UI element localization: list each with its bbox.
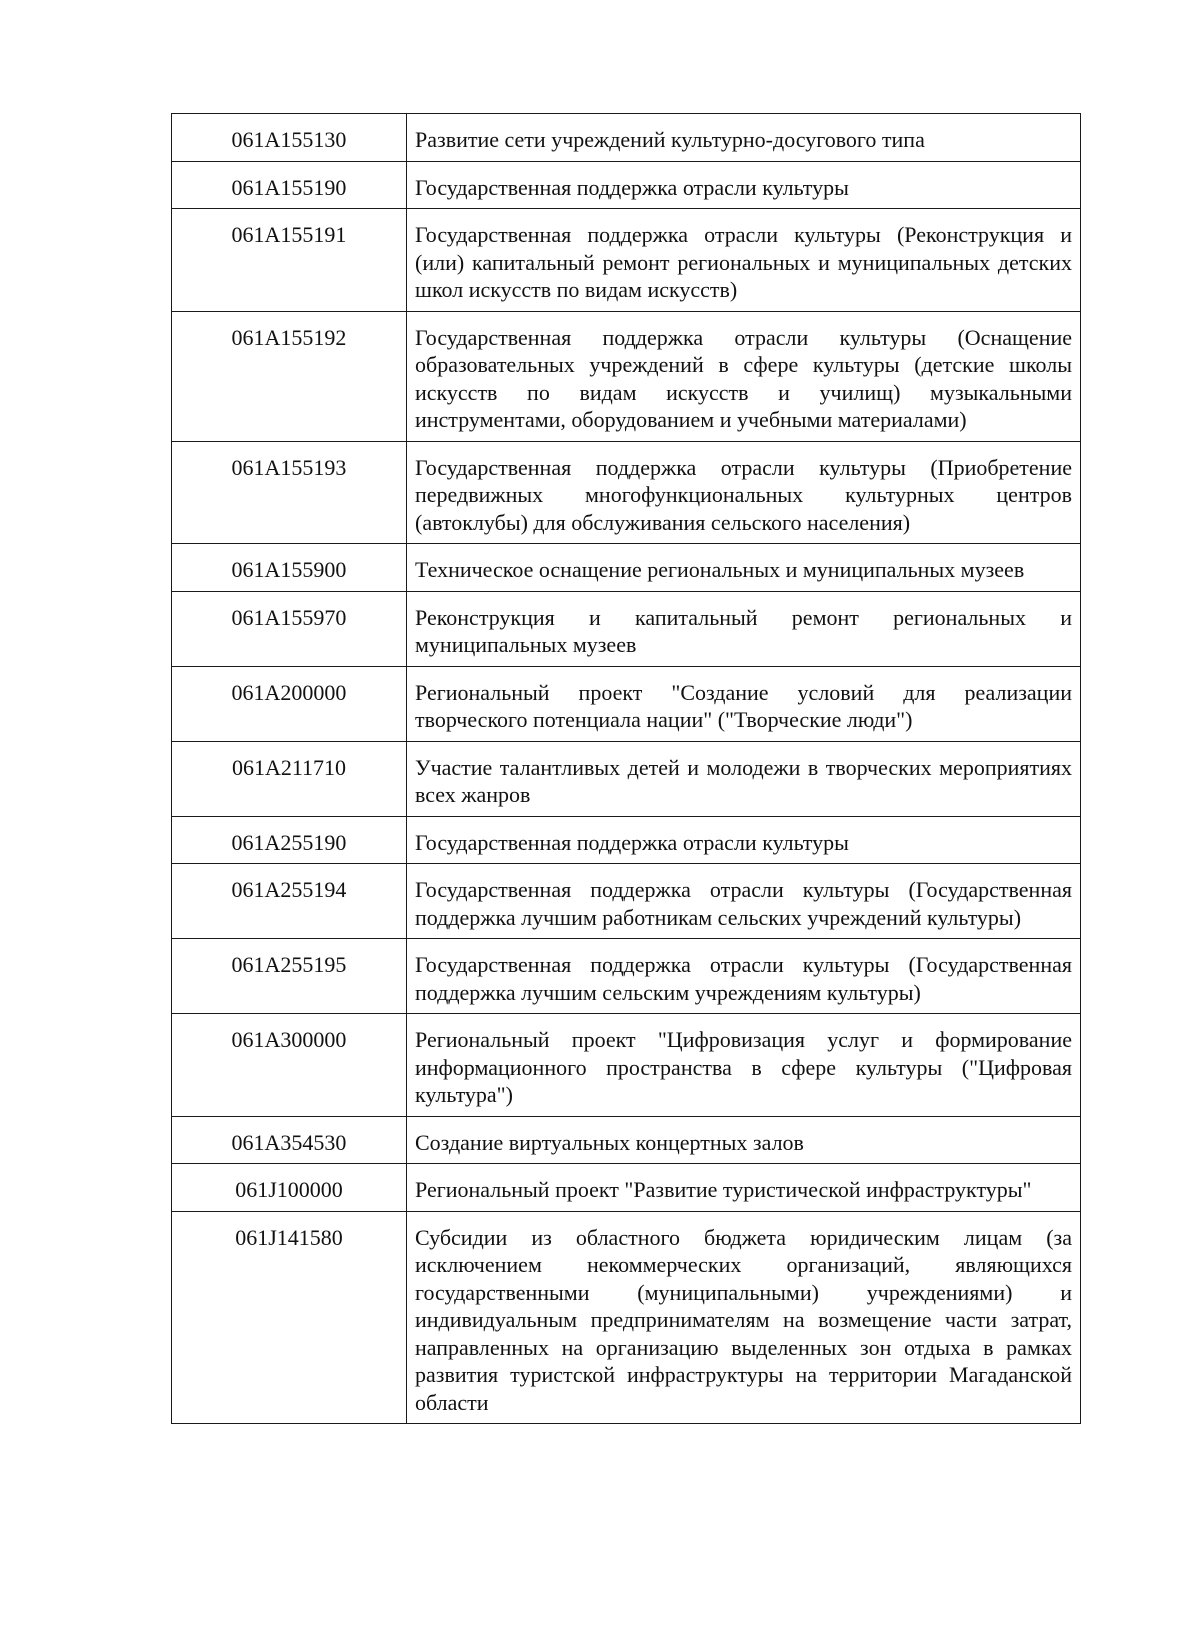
row-description: Государственная поддержка отрасли культуры (Государственная поддержка лучшим сельским учреждениям культуры): [407, 939, 1081, 1014]
row-code: 061A155900: [172, 544, 407, 592]
table-row: [172, 1014, 1081, 1117]
row-code: 061A300000: [172, 1014, 407, 1117]
row-code: 061A354530: [172, 1116, 407, 1164]
table-row: [172, 666, 1081, 741]
table-row: [172, 114, 1081, 162]
table-row: [172, 441, 1081, 544]
row-code: 061J141580: [172, 1211, 407, 1424]
row-description: Развитие сети учреждений культурно-досугового типа: [407, 114, 1081, 162]
budget-code-table: [171, 113, 1081, 1424]
table-row: [172, 1164, 1081, 1212]
row-description: Государственная поддержка отрасли культуры: [407, 161, 1081, 209]
row-code: 061A200000: [172, 666, 407, 741]
row-code: 061A255194: [172, 864, 407, 939]
table-row: [172, 864, 1081, 939]
table-row: [172, 939, 1081, 1014]
row-code: 061J100000: [172, 1164, 407, 1212]
row-code: 061A211710: [172, 741, 407, 816]
row-code: 061A155192: [172, 311, 407, 441]
row-description: Государственная поддержка отрасли культуры (Оснащение образовательных учреждений в сфере культуры (детские школы искусств по видам искусств и училищ) музыкальными инструментами, оборудованием и учебными материалами): [407, 311, 1081, 441]
row-description: Государственная поддержка отрасли культуры (Государственная поддержка лучшим работникам сельских учреждений культуры): [407, 864, 1081, 939]
row-description: Региональный проект "Создание условий для реализации творческого потенциала нации" ("Творческие люди"): [407, 666, 1081, 741]
row-description: Реконструкция и капитальный ремонт региональных и муниципальных музеев: [407, 591, 1081, 666]
table-row: [172, 816, 1081, 864]
row-description: Государственная поддержка отрасли культуры (Приобретение передвижных многофункциональных культурных центров (автоклубы) для обслуживания сельского населения): [407, 441, 1081, 544]
row-description: Государственная поддержка отрасли культуры (Реконструкция и (или) капитальный ремонт региональных и муниципальных детских школ искусств по видам искусств): [407, 209, 1081, 312]
table-row: [172, 209, 1081, 312]
row-description: Региональный проект "Цифровизация услуг и формирование информационного пространства в сфере культуры ("Цифровая культура"): [407, 1014, 1081, 1117]
table-row: [172, 1211, 1081, 1424]
row-code: 061A155190: [172, 161, 407, 209]
row-description: Создание виртуальных концертных залов: [407, 1116, 1081, 1164]
row-code: 061A255195: [172, 939, 407, 1014]
table-row: [172, 591, 1081, 666]
row-code: 061A155130: [172, 114, 407, 162]
table-row: [172, 544, 1081, 592]
row-description: Региональный проект "Развитие туристической инфраструктуры": [407, 1164, 1081, 1212]
table-row: [172, 741, 1081, 816]
row-code: 061A155970: [172, 591, 407, 666]
row-code: 061A155193: [172, 441, 407, 544]
row-description: Государственная поддержка отрасли культуры: [407, 816, 1081, 864]
row-description: Участие талантливых детей и молодежи в творческих мероприятиях всех жанров: [407, 741, 1081, 816]
table-row: [172, 161, 1081, 209]
row-description: Техническое оснащение региональных и муниципальных музеев: [407, 544, 1081, 592]
row-description: Субсидии из областного бюджета юридическим лицам (за исключением некоммерческих организаций, являющихся государственными (муниципальными) учреждениями) и индивидуальным предпринимателям на возмещение части затрат, направленных на организацию выделенных зон отдыха в рамках развития туристской инфраструктуры на территории Магаданской области: [407, 1211, 1081, 1424]
row-code: 061A255190: [172, 816, 407, 864]
table-row: [172, 1116, 1081, 1164]
table-row: [172, 311, 1081, 441]
row-code: 061A155191: [172, 209, 407, 312]
